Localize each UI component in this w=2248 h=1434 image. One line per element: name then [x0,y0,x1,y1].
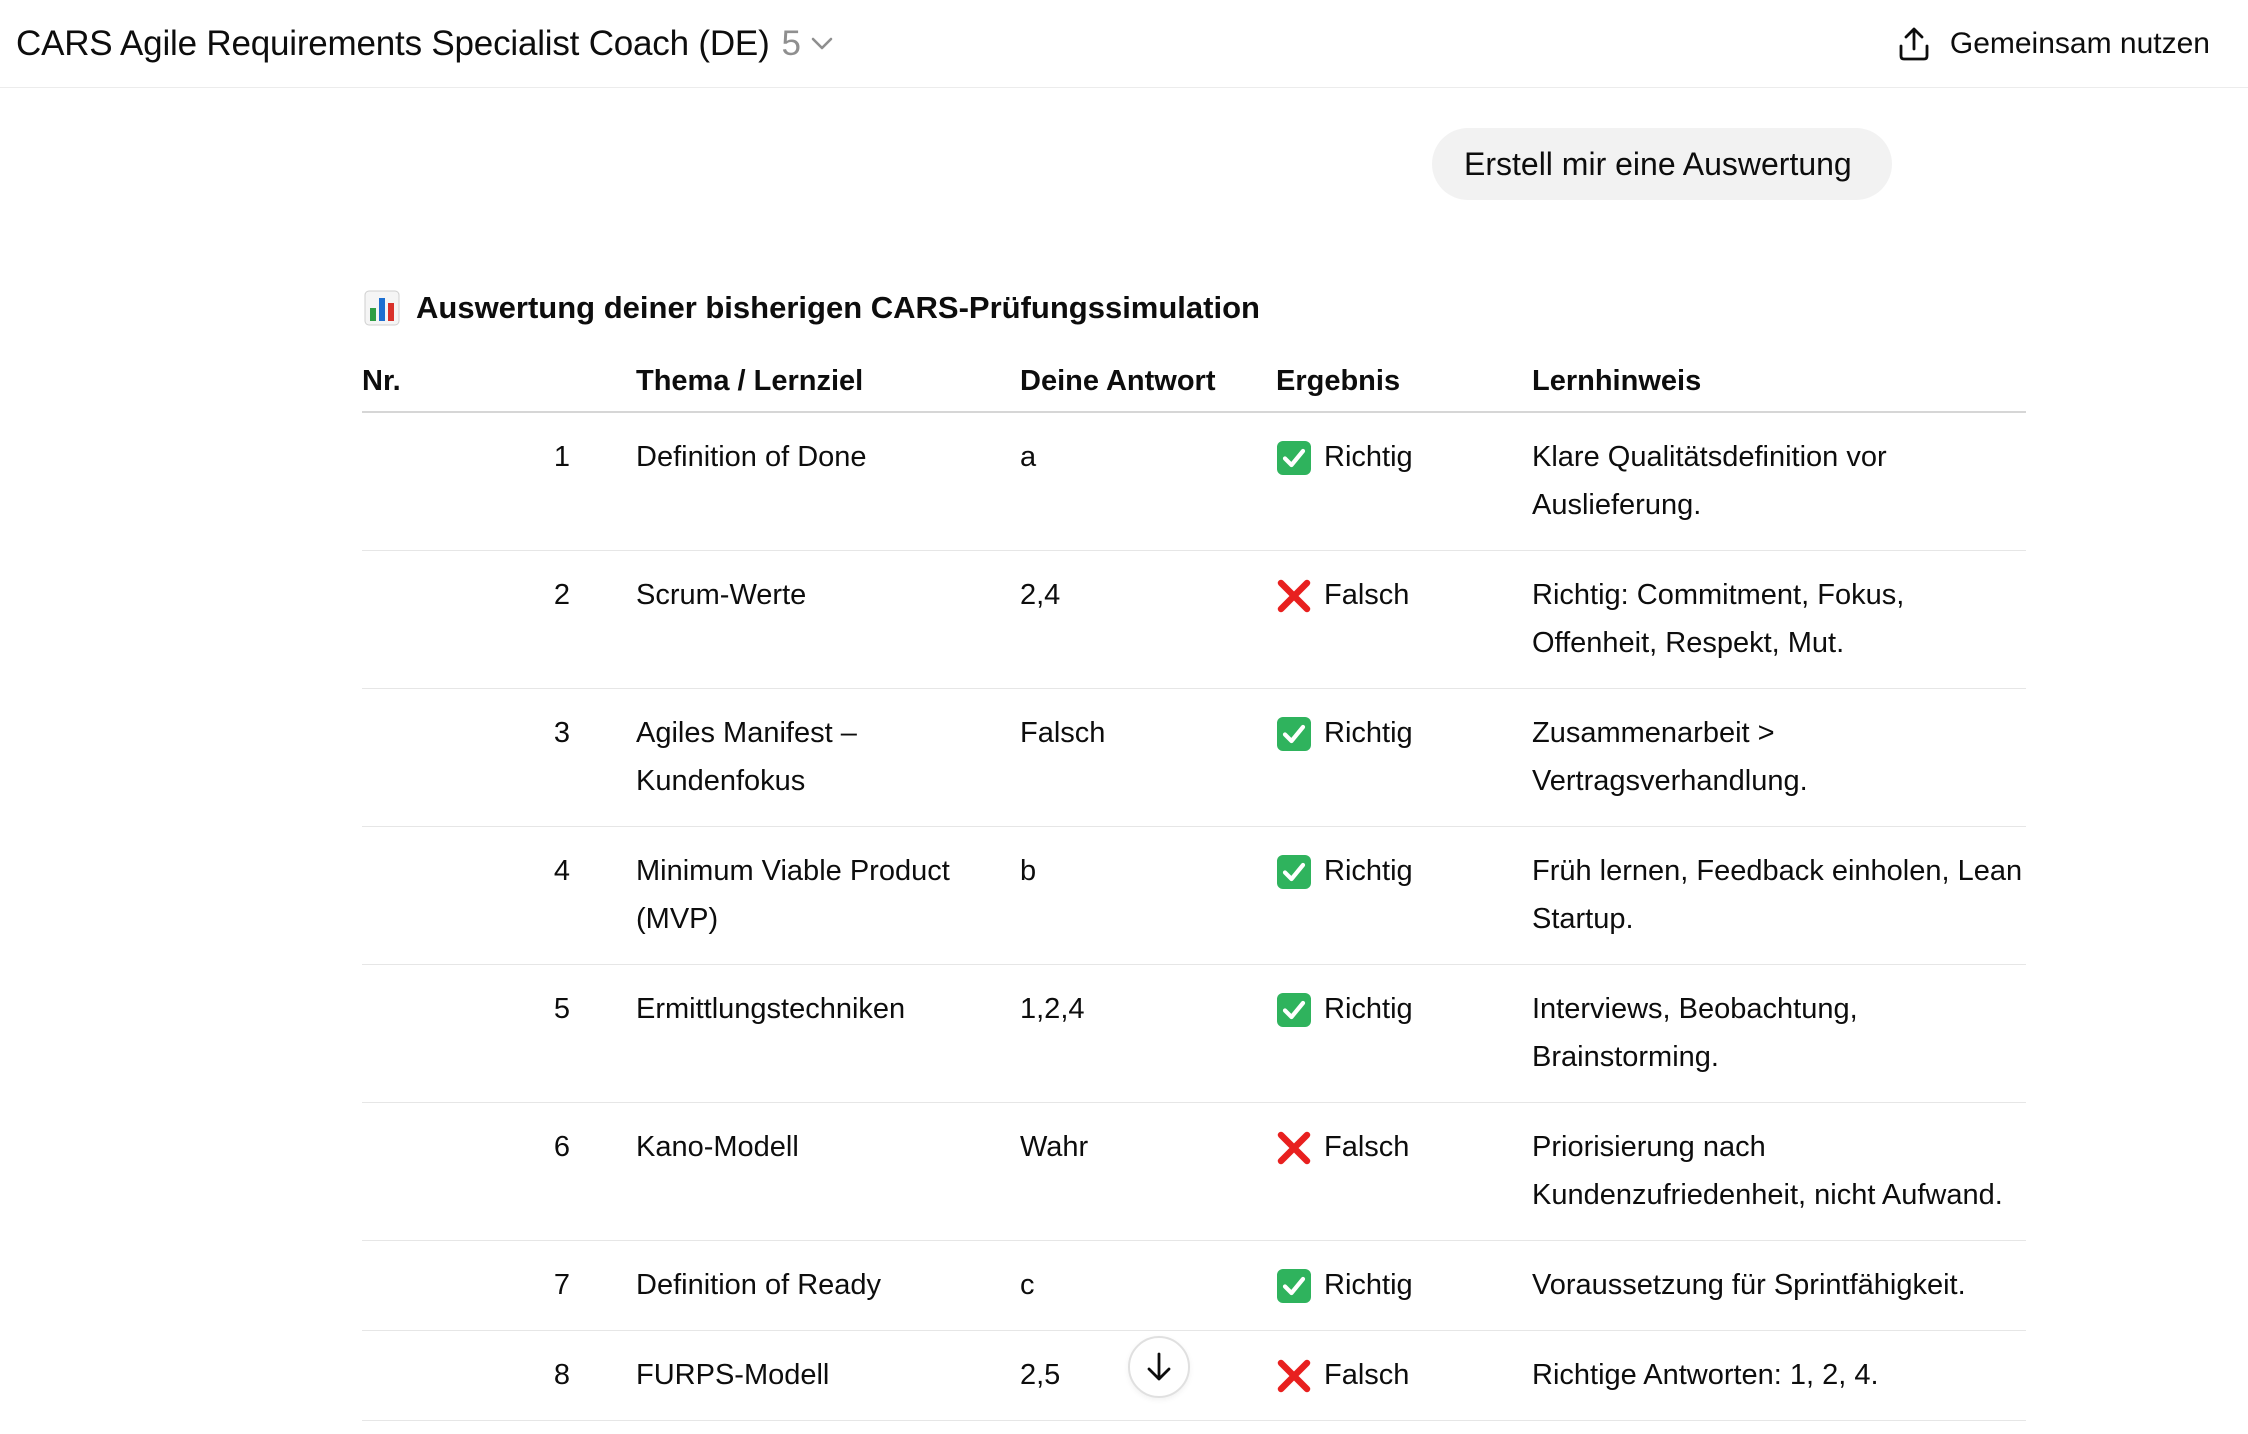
cell-antwort: 2,4 [1020,550,1276,688]
table-row [362,964,2026,1102]
results-table [362,352,2026,1421]
column-header-thema: Thema / Lernziel [636,352,1020,412]
bar-chart-icon [364,290,400,326]
scroll-to-bottom-button[interactable] [1128,1336,1190,1398]
cell-spacer [570,1102,636,1240]
cell-hinweis: Früh lernen, Feedback einholen, Lean Startup. [1532,826,2026,964]
model-name: CARS Agile Requirements Specialist Coach (DE) [16,23,770,63]
cell-spacer [570,412,636,550]
cell-ergebnis [1276,1240,1532,1330]
cell-antwort: 2,5 [1020,1330,1276,1420]
report-heading [364,290,1260,326]
cell-antwort: b [1020,826,1276,964]
cell-thema: Kano-Modell [636,1102,1020,1240]
check-mark-icon [1276,716,1312,752]
cell-hinweis: Priorisierung nach Kundenzufriedenheit, nicht Aufwand. [1532,1102,2026,1240]
cell-hinweis: Interviews, Beobachtung, Brainstorming. [1532,964,2026,1102]
cross-mark-icon [1276,1358,1312,1394]
cell-spacer [570,1330,636,1420]
result-label: Richtig [1324,1268,1413,1301]
cell-nr: 2 [362,550,570,688]
model-version: 5 [781,23,802,63]
cross-mark-icon [1276,1130,1312,1166]
cell-spacer [570,688,636,826]
check-mark-icon [1276,854,1312,890]
cell-antwort: c [1020,1240,1276,1330]
cell-spacer [570,550,636,688]
result-label: Falsch [1324,578,1410,611]
cell-nr: 6 [362,1102,570,1240]
cell-thema: Definition of Ready [636,1240,1020,1330]
table-row [362,550,2026,688]
column-header-hinweis: Lernhinweis [1532,352,2026,412]
cell-antwort: 1,2,4 [1020,964,1276,1102]
share-button[interactable] [1898,27,2210,61]
cell-ergebnis [1276,1102,1532,1240]
cell-antwort: Wahr [1020,1102,1276,1240]
chevron-down-icon [811,37,833,51]
cell-antwort: a [1020,412,1276,550]
cell-nr: 7 [362,1240,570,1330]
cell-thema: Scrum-Werte [636,550,1020,688]
cell-thema: Ermittlungstechniken [636,964,1020,1102]
cell-thema: FURPS-Modell [636,1330,1020,1420]
table-header-row [362,352,2026,412]
column-header-ergebnis: Ergebnis [1276,352,1532,412]
cell-nr: 8 [362,1330,570,1420]
table-row [362,1240,2026,1330]
report-title: Auswertung deiner bisherigen CARS-Prüfungssimulation [416,290,1260,325]
result-label: Falsch [1324,1358,1410,1391]
share-icon [1898,27,1930,61]
cell-nr: 4 [362,826,570,964]
user-message-bubble: Erstell mir eine Auswertung [1432,128,1892,200]
cell-ergebnis [1276,412,1532,550]
table-row [362,688,2026,826]
cell-thema: Definition of Done [636,412,1020,550]
table-row [362,1330,2026,1420]
table-row [362,826,2026,964]
cell-hinweis: Richtig: Commitment, Fokus, Offenheit, Respekt, Mut. [1532,550,2026,688]
cell-ergebnis [1276,964,1532,1102]
result-label: Richtig [1324,441,1413,473]
share-label: Gemeinsam nutzen [1949,26,2210,60]
cell-hinweis: Klare Qualitätsdefinition vor Auslieferung. [1532,412,2026,550]
check-mark-icon [1276,992,1312,1028]
cell-ergebnis [1276,826,1532,964]
cell-nr: 1 [362,412,570,550]
cell-thema: Minimum Viable Product (MVP) [636,826,1020,964]
check-mark-icon [1276,440,1312,476]
cross-mark-icon [1276,578,1312,614]
cell-thema: Agiles Manifest – Kundenfokus [636,688,1020,826]
cell-hinweis: Richtige Antworten: 1, 2, 4. [1532,1330,2026,1420]
column-header-nr: Nr. [362,352,570,412]
cell-nr: 3 [362,688,570,826]
cell-spacer [570,1240,636,1330]
cell-ergebnis [1276,550,1532,688]
cell-spacer [570,826,636,964]
column-header-antwort: Deine Antwort [1020,352,1276,412]
result-label: Richtig [1324,854,1413,887]
result-label: Richtig [1324,992,1413,1025]
model-selector[interactable] [16,24,833,64]
table-row [362,412,2026,550]
cell-hinweis: Voraussetzung für Sprintfähigkeit. [1532,1240,2026,1330]
result-label: Richtig [1324,716,1413,749]
cell-hinweis: Zusammenarbeit > Vertragsverhandlung. [1532,688,2026,826]
result-label: Falsch [1324,1130,1410,1163]
cell-ergebnis [1276,1330,1532,1420]
cell-nr: 5 [362,964,570,1102]
top-bar [0,0,2248,88]
cell-antwort: Falsch [1020,688,1276,826]
table-row [362,1102,2026,1240]
check-mark-icon [1276,1268,1312,1304]
cell-ergebnis [1276,688,1532,826]
arrow-down-icon [1145,1352,1173,1382]
cell-spacer [570,964,636,1102]
column-spacer [570,352,636,412]
